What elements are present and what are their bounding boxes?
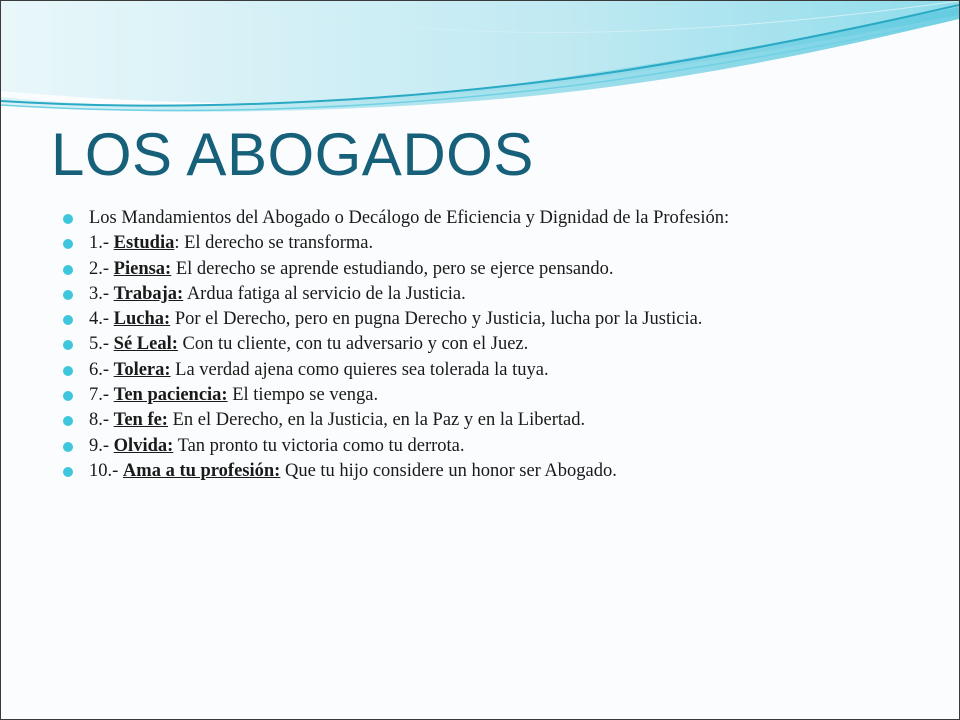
slide-title: LOS ABOGADOS xyxy=(51,121,534,188)
bullet-item xyxy=(63,332,943,357)
bullet-text: El tiempo se venga. xyxy=(227,385,379,406)
bullet-text: Por el Derecho, pero en pugna Derecho y Justicia, lucha por la Justicia. xyxy=(170,309,703,330)
bullet-dot-icon xyxy=(63,340,73,350)
bullet-item xyxy=(63,383,943,408)
bullet-number: 1.- xyxy=(89,233,114,254)
bullet-keyword: Sé Leal: xyxy=(113,334,178,355)
bullet-number: 2.- xyxy=(89,258,114,279)
bullet-keyword: Ten paciencia: xyxy=(113,385,228,406)
bullet-keyword: Trabaja: xyxy=(113,283,184,304)
bullet-dot-icon xyxy=(63,467,73,477)
bullet-item xyxy=(63,307,943,332)
bullet-dot-icon xyxy=(63,214,73,224)
bullet-keyword: Tolera: xyxy=(113,359,171,380)
bullet-item xyxy=(63,434,943,459)
bullet-keyword: Ten fe: xyxy=(113,410,168,431)
bullet-item xyxy=(63,257,943,282)
bullet-keyword: Estudia xyxy=(113,233,175,254)
bullet-number: 8.- xyxy=(89,410,114,431)
bullet-item xyxy=(63,358,943,383)
bullet-number: 6.- xyxy=(89,359,114,380)
bullet-item xyxy=(63,282,943,307)
bullet-dot-icon xyxy=(63,239,73,249)
bullet-item xyxy=(63,459,943,484)
bullet-dot-icon xyxy=(63,416,73,426)
bullet-text: Ardua fatiga al servicio de la Justicia. xyxy=(183,283,466,304)
bullet-list xyxy=(63,206,943,484)
bullet-dot-icon xyxy=(63,265,73,275)
bullet-item xyxy=(63,206,943,231)
bullet-dot-icon xyxy=(63,315,73,325)
bullet-text: Los Mandamientos del Abogado o Decálogo de Eficiencia y Dignidad de la Profesión: xyxy=(89,208,730,228)
bullet-number: 10.- xyxy=(89,460,123,481)
bullet-number: 4.- xyxy=(89,309,114,330)
bullet-number: 9.- xyxy=(89,435,114,456)
bullet-dot-icon xyxy=(63,442,73,452)
bullet-text: : El derecho se transforma. xyxy=(174,233,374,254)
bullet-dot-icon xyxy=(63,290,73,300)
bullet-keyword: Ama a tu profesión: xyxy=(122,460,281,481)
bullet-keyword: Lucha: xyxy=(113,309,171,330)
bullet-number: 3.- xyxy=(89,283,114,304)
bullet-number: 7.- xyxy=(89,385,114,406)
bullet-text: La verdad ajena como quieres sea tolerada la tuya. xyxy=(170,359,549,380)
bullet-item xyxy=(63,231,943,256)
bullet-item xyxy=(63,408,943,433)
bullet-text: Que tu hijo considere un honor ser Abogado. xyxy=(280,460,617,481)
bullet-number: 5.- xyxy=(89,334,114,355)
bullet-keyword: Piensa: xyxy=(113,258,172,279)
bullet-text: Tan pronto tu victoria como tu derrota. xyxy=(173,435,465,456)
bullet-text: Con tu cliente, con tu adversario y con el Juez. xyxy=(177,334,529,355)
bullet-text: El derecho se aprende estudiando, pero se ejerce pensando. xyxy=(171,258,614,279)
bullet-dot-icon xyxy=(63,391,73,401)
header-wave-decoration xyxy=(1,1,959,121)
bullet-text: En el Derecho, en la Justicia, en la Paz y en la Libertad. xyxy=(167,410,586,431)
bullet-dot-icon xyxy=(63,366,73,376)
bullet-keyword: Olvida: xyxy=(113,435,174,456)
